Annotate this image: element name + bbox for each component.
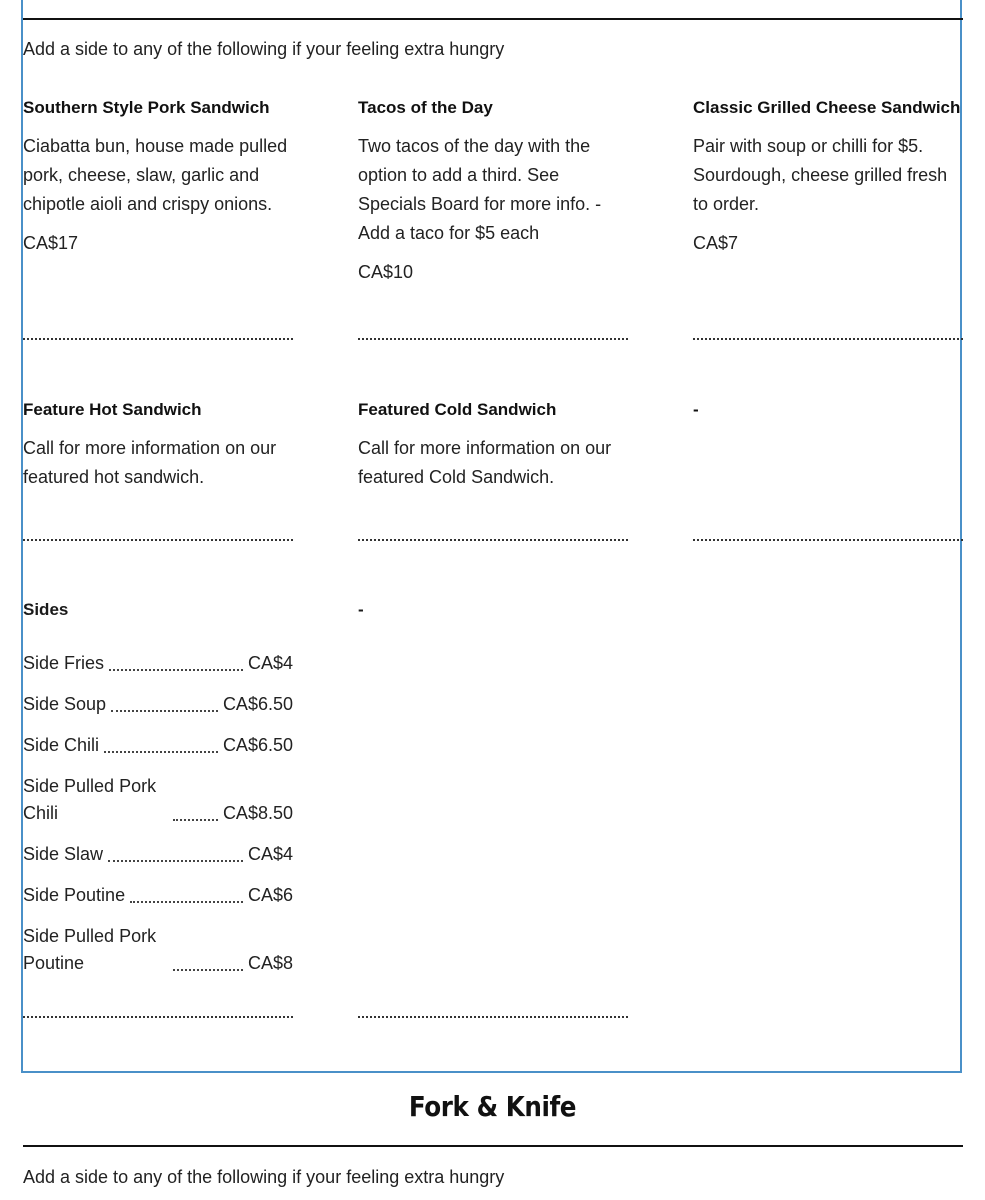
side-row (23, 650, 293, 677)
side-price: CA$8.50 (222, 803, 293, 823)
side-name: Side Pulled Pork Poutine (23, 926, 157, 973)
restaurant-name: Fork & Knife (408, 1090, 577, 1123)
dotted-divider (358, 334, 628, 340)
dotted-divider (23, 535, 293, 541)
menu-item (693, 98, 963, 254)
side-name: Side Fries (23, 653, 105, 673)
item-name: Tacos of the Day (358, 98, 493, 117)
side-name: Side Slaw (23, 844, 104, 864)
menu-item (23, 400, 293, 492)
side-name: Side Poutine (23, 885, 126, 905)
item-description: Two tacos of the day with the option to add a third. See Specials Board for more info. - Add a taco for $5 each (358, 136, 602, 243)
side-row (23, 691, 293, 718)
item-name: Classic Grilled Cheese Sandwich (693, 98, 961, 117)
item-price: CA$17 (23, 233, 79, 253)
side-price: CA$6.50 (222, 735, 293, 755)
side-row (23, 773, 293, 827)
item-description: Ciabatta bun, house made pulled pork, cheese, slaw, garlic and chipotle aioli and crispy onions. (23, 136, 288, 214)
menu-item (23, 98, 293, 254)
menu-item (358, 400, 628, 492)
menu-item (693, 400, 963, 420)
item-name: Southern Style Pork Sandwich (23, 98, 270, 117)
item-name: Feature Hot Sandwich (23, 400, 202, 419)
top-divider (23, 18, 963, 20)
intro-text: Add a side to any of the following if your feeling extra hungry (23, 1167, 505, 1187)
side-row (23, 841, 293, 868)
item-description: Call for more information on our featured Cold Sandwich. (358, 438, 612, 487)
side-price: CA$6 (247, 885, 293, 905)
item-description: Call for more information on our featured hot sandwich. (23, 438, 277, 487)
side-name: Side Chili (23, 735, 100, 755)
empty-item-dash: - (358, 600, 364, 619)
dotted-divider (693, 334, 963, 340)
side-name: Side Soup (23, 694, 107, 714)
section-divider (23, 1145, 963, 1147)
side-row (23, 882, 293, 909)
side-price: CA$8 (247, 953, 293, 973)
intro-text: Add a side to any of the following if your feeling extra hungry (23, 39, 505, 59)
dotted-divider (693, 535, 963, 541)
menu-item (358, 98, 628, 283)
item-name: Featured Cold Sandwich (358, 400, 557, 419)
side-row (23, 923, 293, 977)
side-row (23, 732, 293, 759)
dotted-divider (23, 1012, 293, 1018)
dotted-divider (23, 334, 293, 340)
item-price: CA$10 (358, 262, 414, 282)
dotted-divider (358, 535, 628, 541)
sides-heading: Sides (23, 600, 69, 619)
side-price: CA$6.50 (222, 694, 293, 714)
side-price: CA$4 (247, 844, 293, 864)
dotted-divider (358, 1012, 628, 1018)
item-description: Pair with soup or chilli for $5. Sourdough, cheese grilled fresh to order. (693, 136, 948, 214)
item-price: CA$7 (693, 233, 739, 253)
side-name: Side Pulled Pork Chili (23, 776, 157, 823)
side-price: CA$4 (247, 653, 293, 673)
item-name: - (693, 400, 699, 419)
